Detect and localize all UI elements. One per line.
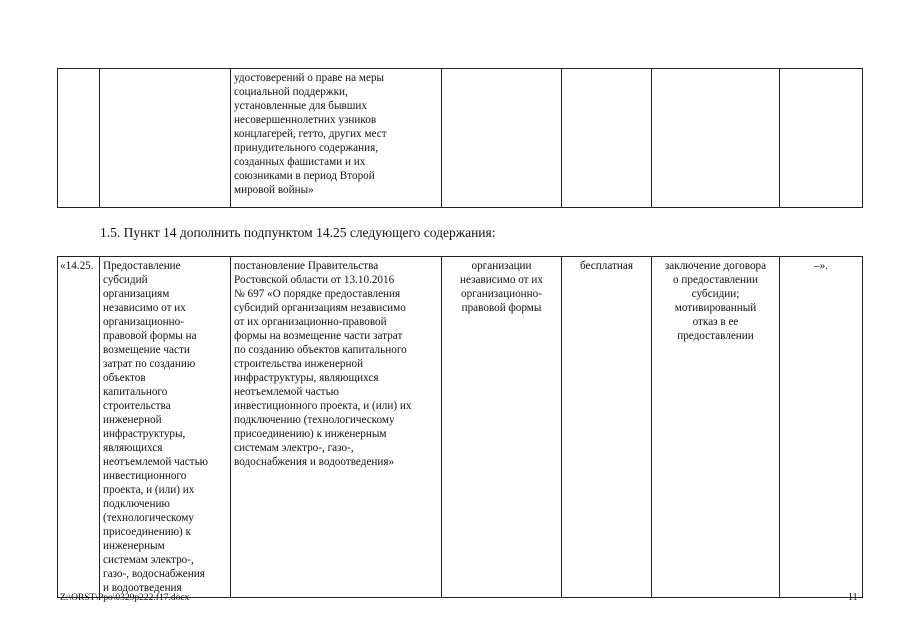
cell-legal-act: постановление Правительства Ростовской области от 13.10.2016 № 697 «О порядке предоставления субсидий организациям независимо от их организационно-правовой формы на возмещение части затрат по созданию объектов капитального строительства инженерной инфраструктуры, являющихся неотъемлемой частью инвестиционного проекта, и (или) их подключению (технологическому присоединению) к инженерным системам электро-, газо-, водоснабжения и водоотведения»	[231, 257, 442, 598]
table-row	[58, 257, 863, 598]
cell-extra	[780, 69, 863, 208]
cell-result	[652, 69, 780, 208]
services-table-continuation	[57, 68, 863, 208]
cell-payment	[562, 69, 652, 208]
services-table-item-14-25	[57, 256, 863, 598]
cell-recipient: организации независимо от их организационно- правовой формы	[442, 257, 562, 598]
table-row	[58, 69, 863, 208]
cell-payment: бесплатная	[562, 257, 652, 598]
cell-result: заключение договора о предоставлении субсидии; мотивированный отказ в ее предоставлении	[652, 257, 780, 598]
cell-legal-act: удостоверений о праве на меры социальной поддержки, установленные для бывших несовершеннолетних узников концлагерей, гетто, других мест принудительного содержания, созданных фашистами и их союзниками в период Второй мировой войны»	[231, 69, 442, 208]
cell-extra: –».	[780, 257, 863, 598]
page-number: 11	[848, 592, 858, 603]
paragraph-1-5: 1.5. Пункт 14 дополнить подпунктом 14.25 следующего содержания:	[100, 225, 496, 240]
cell-service-name	[100, 69, 231, 208]
cell-number	[58, 69, 100, 208]
cell-number: «14.25.	[58, 257, 100, 598]
footer-file-path: Z:\ORST\Ppo\0329p222.f17.docx	[60, 593, 190, 603]
cell-service-name: Предоставление субсидий организациям независимо от их организационно- правовой формы на возмещение части затрат по созданию объектов капитального строительства инженерной инфраструктуры, являющихся неотъемлемой частью инвестиционного проекта, и (или) их подключению (технологическому присоединению) к инженерным системам электро-, газо-, водоснабжения и водоотведения	[100, 257, 231, 598]
cell-recipient	[442, 69, 562, 208]
